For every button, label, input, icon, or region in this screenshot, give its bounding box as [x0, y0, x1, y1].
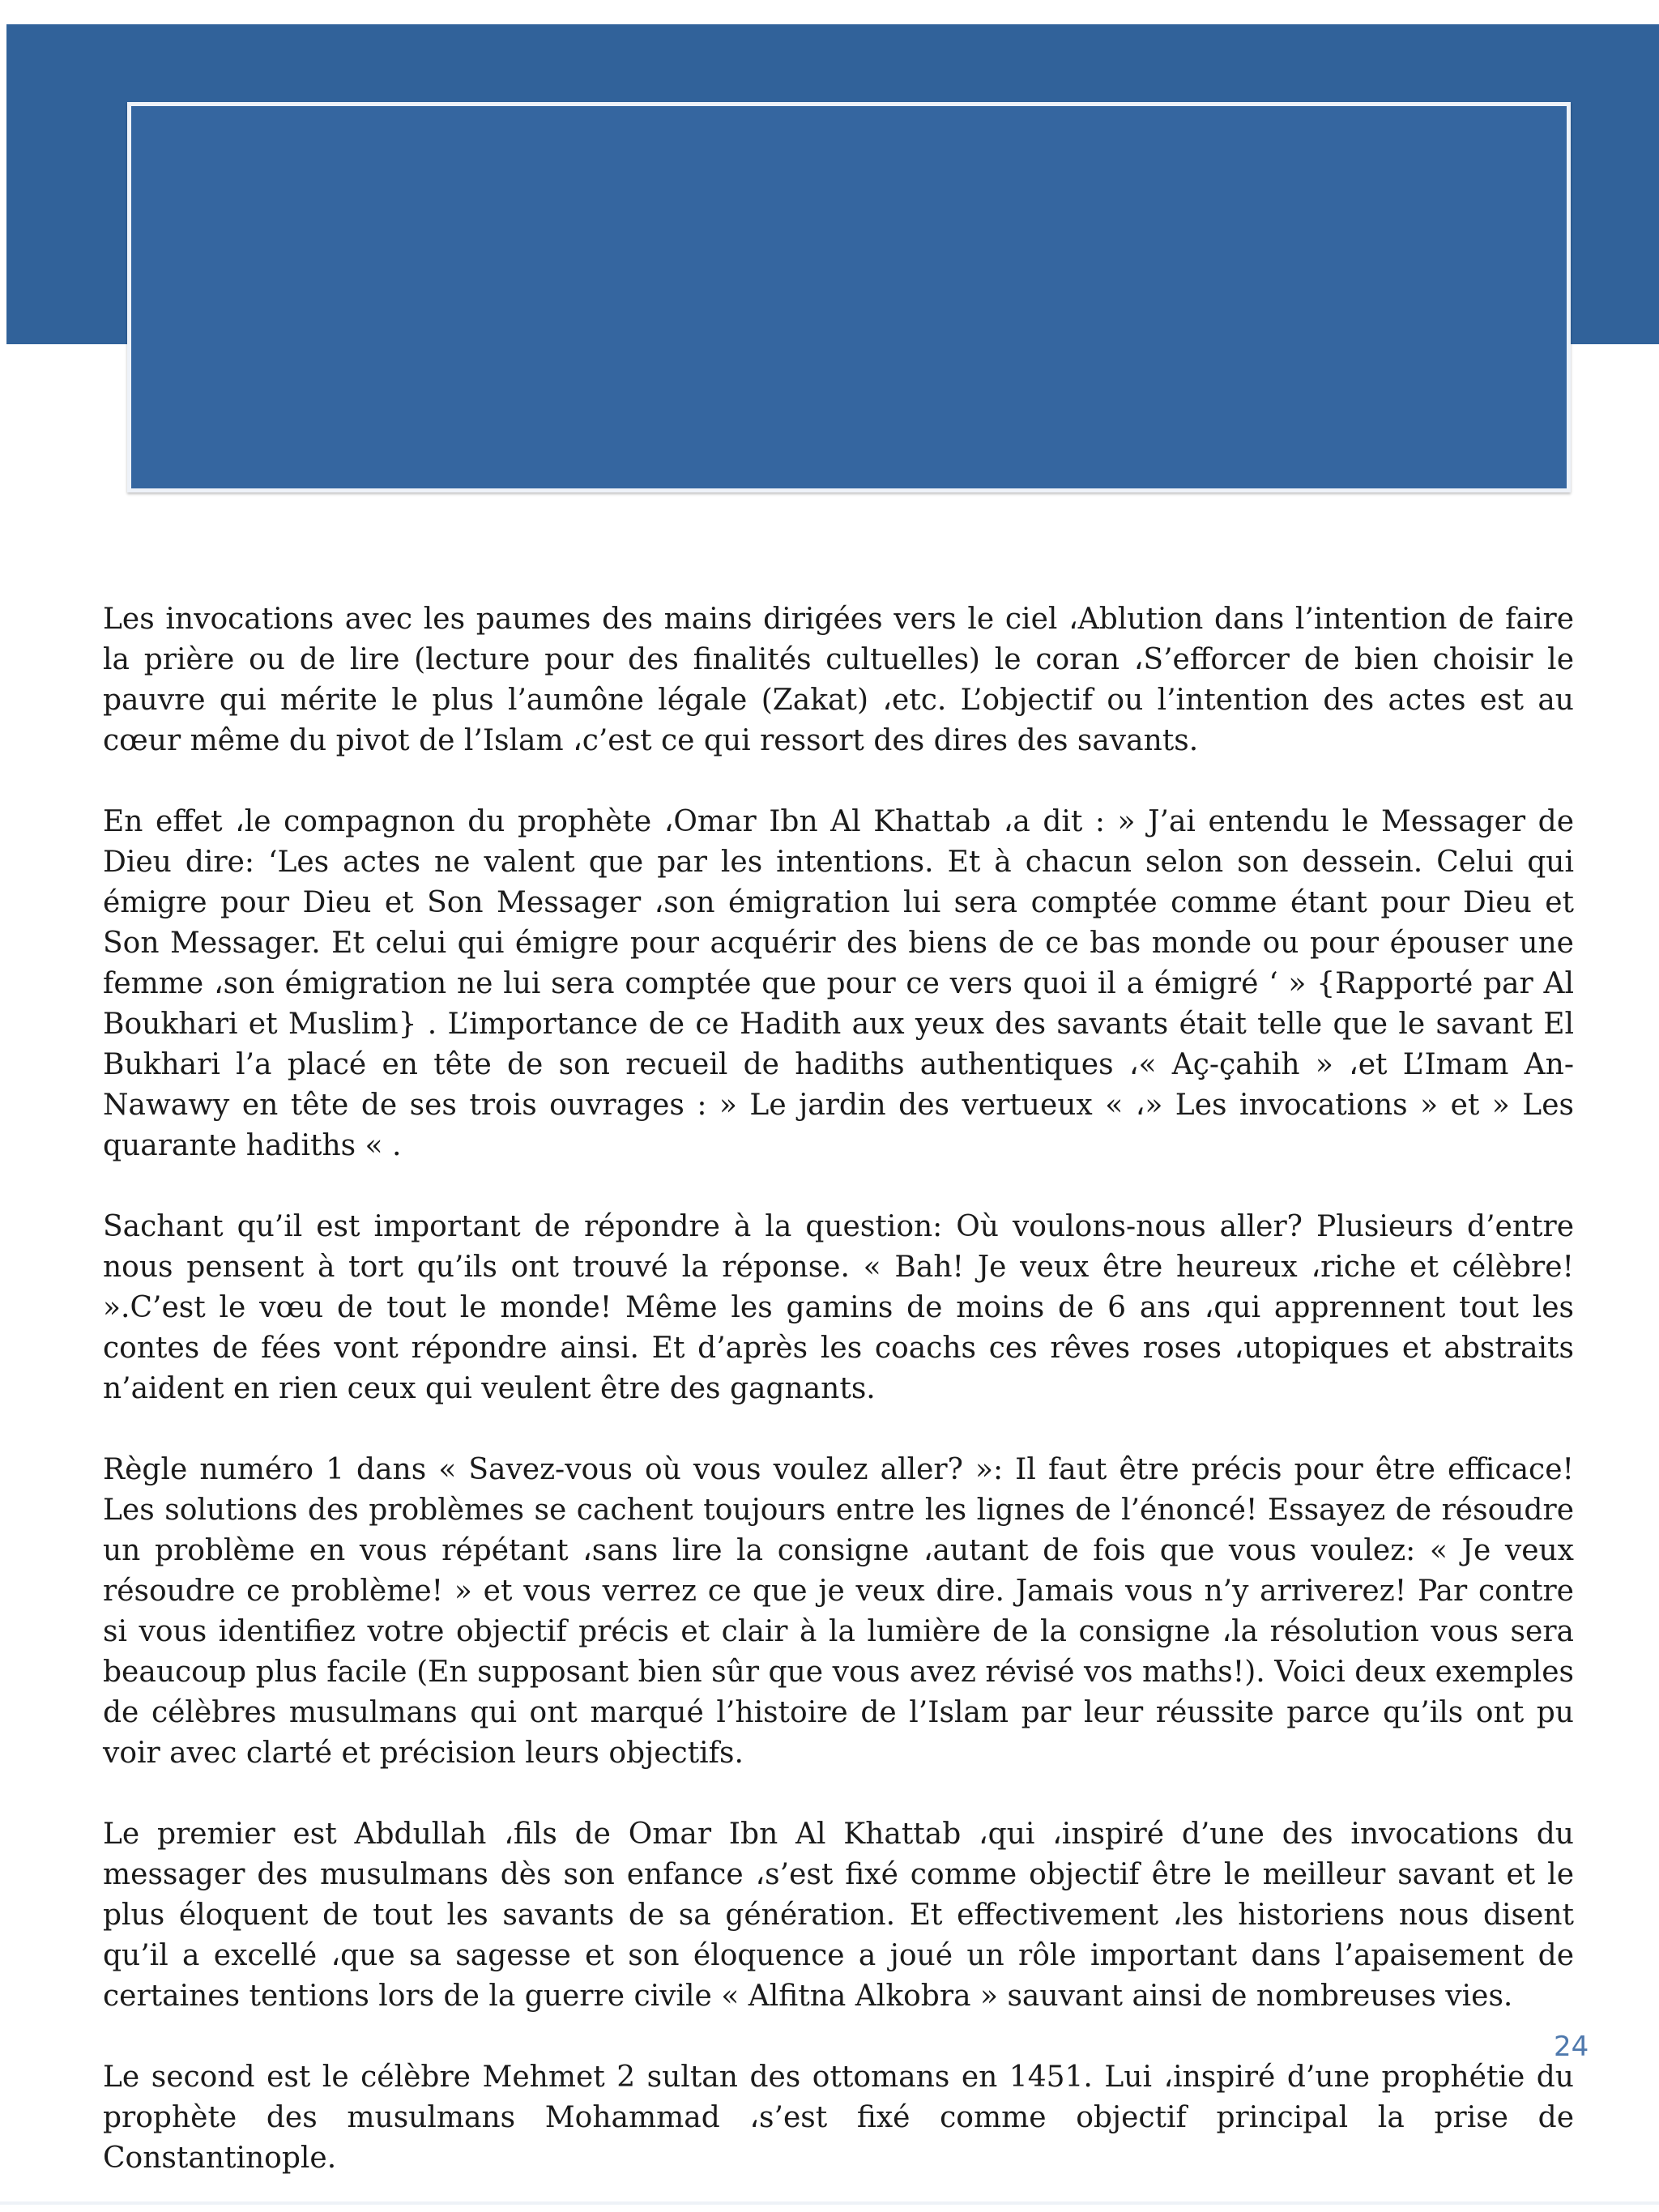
header-box: [127, 102, 1571, 492]
paragraph-3: Sachant qu’il est important de répondre à la question: Où voulons-nous aller? Plusieurs d’entre nous pensent à tort qu’ils ont trouvé la réponse. « Bah! Je veux être heureux ،riche et célèbre! ».C’est le vœu de tout le monde! Même les gamins de moins de 6 ans ،qui apprennent tout les contes de fées vont répondre ainsi. Et d’après les coachs ces rêves roses ،utopiques et abstraits n’aident en rien ceux qui veulent être des gagnants.: [103, 1210, 1574, 1405]
article-body: [103, 599, 1574, 2179]
paragraph-6: Le second est le célèbre Mehmet 2 sultan des ottomans en 1451. Lui ،inspiré d’une prophétie du prophète des musulmans Mohammad ،s’est fixé comme objectif principal la prise de Constantinople.: [103, 2061, 1574, 2175]
paragraph-4: Règle numéro 1 dans « Savez-vous où vous voulez aller? »: Il faut être précis pour être efficace! Les solutions des problèmes se cachent toujours entre les lignes de l’énoncé! Essayez de résoudre un problème en vous répétant ،sans lire la consigne ،autant de fois que vous voulez: « Je veux résoudre ce problème! » et vous verrez ce que je veux dire. Jamais vous n’y arriverez! Par contre si vous identifiez votre objectif précis et clair à la lumière de la consigne ،la résolution vous sera beaucoup plus facile (En supposant bien sûr que vous avez révisé vos maths!). Voici deux exemples de célèbres musulmans qui ont marqué l’histoire de l’Islam par leur réussite parce qu’ils ont pu voir avec clarté et précision leurs objectifs.: [103, 1453, 1574, 1770]
paragraph-2: En effet ،le compagnon du prophète ،Omar Ibn Al Khattab ،a dit : » J’ai entendu le Messager de Dieu dire: ‘Les actes ne valent que par les intentions. Et à chacun selon son dessein. Celui qui émigre pour Dieu et Son Messager ،son émigration lui sera comptée comme étant pour Dieu et Son Messager. Et celui qui émigre pour acquérir des biens de ce bas monde ou pour épouser une femme ،son émigration ne lui sera comptée que pour ce vers quoi il a émigré ‘ » {Rapporté par Al Boukhari et Muslim} . L’importance de ce Hadith aux yeux des savants était telle que le savant El Bukhari l’a placé en tête de son recueil de hadiths authentiques ،« Aç-çahih » ،et L’Imam An-Nawawy en tête de ses trois ouvrages : » Le jardin des vertueux « ،» Les invocations » et » Les quarante hadiths « .: [103, 805, 1574, 1162]
page-number: 24: [1554, 2031, 1589, 2063]
bottom-divider: [0, 2201, 1659, 2205]
paragraph-5: Le premier est Abdullah ،fils de Omar Ibn Al Khattab ،qui ،inspiré d’une des invocations du messager des musulmans dès son enfance ،s’est fixé comme objectif être le meilleur savant et le plus éloquent de tout les savants de sa génération. Et effectivement ،les historiens nous disent qu’il a excellé ،que sa sagesse et son éloquence a joué un rôle important dans l’apaisement de certaines tentions lors de la guerre civile « Alfitna Alkobra » sauvant ainsi de nombreuses vies.: [103, 1818, 1574, 2013]
paragraph-1: Les invocations avec les paumes des mains dirigées vers le ciel ،Ablution dans l’intention de faire la prière ou de lire (lecture pour des finalités cultuelles) le coran ،S’efforcer de bien choisir le pauvre qui mérite le plus l’aumône légale (Zakat) ،etc. L’objectif ou l’intention des actes est au cœur même du pivot de l’Islam ،c’est ce qui ressort des dires des savants.: [103, 603, 1574, 757]
